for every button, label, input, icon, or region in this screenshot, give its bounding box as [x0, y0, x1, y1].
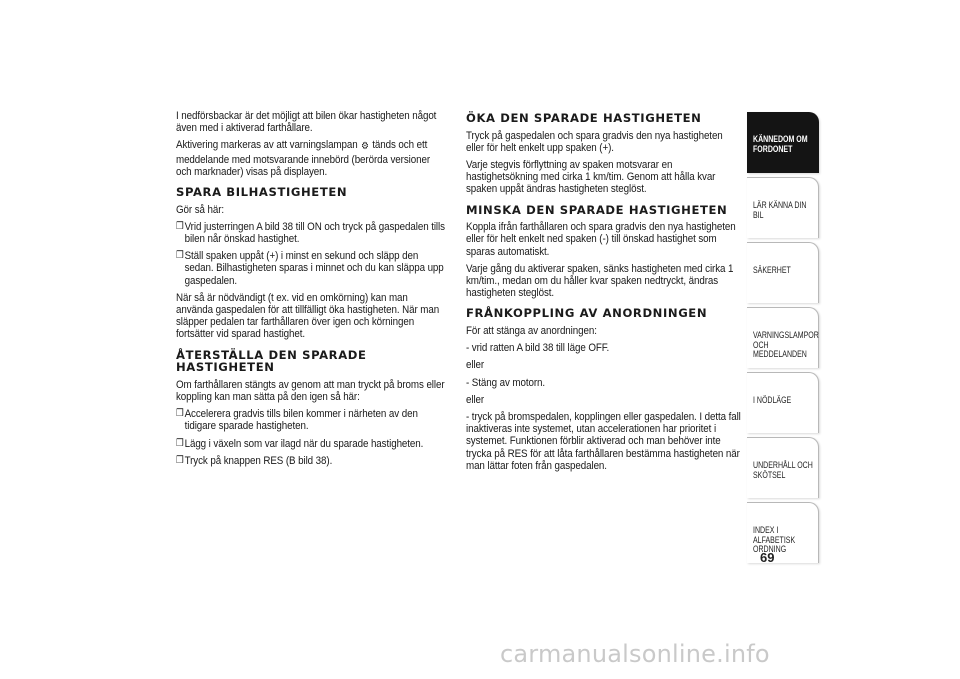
restore-lead: Om farthållaren stängts av genom att man tryckt på broms eller koppling kan man sätta på den igen så här: [176, 378, 445, 404]
list-item [176, 438, 447, 450]
save-lead: Gör så här: [176, 203, 225, 216]
intro-text-b: tänds och ett meddelande med motsvarande innebörd (berörda versioner och marknader) visas på displayen. [176, 139, 431, 178]
heading-save-speed: SPARA BILHASTIGHETEN [176, 185, 348, 200]
increase-paragraph-2: Varje stegvis förflyttning av spaken motsvarar en hastighetsökning med cirka 1 km/tim. Genom att hålla kvar spaken uppåt ändras hastigheten steglöst. [466, 159, 716, 196]
checkbox-bullet-icon: ❒ [176, 220, 184, 232]
heading-increase-speed: ÖKA DEN SPARADE HASTIGHETEN [466, 111, 702, 125]
tab-label: KÄNNEDOM OM FORDONET [753, 134, 808, 154]
watermark: carmanualsonline.info [500, 640, 770, 668]
disengage-or-2: eller [466, 393, 485, 406]
tab-label: SÄKERHET [753, 265, 791, 275]
right-column [466, 110, 742, 477]
list-item [176, 408, 447, 432]
intro-paragraph-1: I nedförsbackar är det möjligt att bilen ökar hastigheten något även med i aktiverad farthållare. [176, 110, 437, 135]
decrease-paragraph-2: Varje gång du aktiverar spaken, sänks hastigheten med cirka 1 km/tim., medan om du håller kvar spaken nedtryckt, ändras hastigheten steglöst. [466, 262, 734, 300]
disengage-or-1: eller [466, 359, 485, 372]
list-item [176, 455, 447, 467]
intro-text-a: Aktivering markeras av att varningslampan [176, 139, 358, 152]
list-item [176, 250, 447, 287]
checkbox-bullet-icon: ❒ [176, 437, 184, 449]
tab-index[interactable] [747, 502, 819, 563]
cruise-control-lamp-icon: ⚙ [361, 141, 369, 153]
disengage-option-1: - vrid ratten A bild 38 till läge OFF. [466, 342, 610, 355]
list-item-text: Vrid justerringen A bild 38 till ON och tryck på gaspedalen tills bilen når önskad hastighet. [184, 220, 445, 246]
tab-safety[interactable] [747, 242, 819, 303]
decrease-paragraph-1: Koppla ifrån farthållaren och spara gradvis den nya hastigheten eller för helt enkelt ned spaken (-) till önskad hastighet som sparas automatiskt. [466, 221, 736, 258]
list-item-text: Ställ spaken uppåt (+) i minst en sekund och släpp den sedan. Bilhastigheten sparas i minnet och du kan släppa upp gaspedalen. [184, 250, 444, 287]
heading-disengage: FRÅNKOPPLING AV ANORDNINGEN [466, 306, 708, 321]
intro-paragraph-2 [176, 139, 447, 178]
tab-label: LÄR KÄNNA DIN BIL [753, 200, 807, 220]
checkbox-bullet-icon: ❒ [176, 250, 184, 262]
disengage-option-3: - tryck på bromspedalen, kopplingen eller gaspedalen. I detta fall inaktiveras inte systemet, utan accelerationen har prioritet i systemet. Funktionen förblir aktiverad och man behöver inte trycka på RES för att låta farthållaren bestämma hastigheten när man lättar foten från gaspedalen. [466, 411, 741, 472]
tab-emergency[interactable] [747, 372, 819, 433]
tab-vehicle-knowledge[interactable] [747, 112, 819, 173]
chapter-tabs [747, 112, 819, 567]
page-number: 69 [760, 550, 775, 565]
list-item-text: Tryck på knappen RES (B bild 38). [184, 454, 333, 467]
left-column [176, 110, 448, 472]
disengage-lead: För att stänga av anordningen: [466, 325, 597, 338]
tab-label: UNDERHÅLL OCH SKÖTSEL [753, 460, 813, 480]
checkbox-bullet-icon: ❒ [176, 454, 184, 466]
tab-maintenance[interactable] [747, 437, 819, 498]
disengage-option-2: - Stäng av motorn. [466, 376, 546, 389]
list-item-text: Accelerera gradvis tills bilen kommer i närheten av den tidigare sparade hastigheten. [184, 408, 418, 433]
list-item [176, 221, 447, 245]
tab-label: I NÖDLÄGE [753, 395, 792, 405]
list-item-text: Lägg i växeln som var ilagd när du sparade hastigheten. [184, 437, 424, 450]
tab-know-your-car[interactable] [747, 177, 819, 238]
save-note: När så är nödvändigt (t ex. vid en omkörning) kan man använda gaspedalen för att tillfälligt öka hastigheten. När man släpper pedalen tar farthållaren över igen och körningen fortsätter vid sparad hastighet. [176, 291, 440, 341]
checkbox-bullet-icon: ❒ [176, 408, 184, 420]
tab-label: INDEX I ALFABETISK ORDNING [753, 525, 796, 555]
heading-decrease-speed: MINSKA DEN SPARADE HASTIGHETEN [466, 202, 728, 217]
tab-warning-lights[interactable] [747, 307, 819, 368]
tab-label: VARNINGSLAMPOR OCH MEDDELANDEN [753, 330, 819, 360]
increase-paragraph-1: Tryck på gaspedalen och spara gradvis den nya hastigheten eller för helt enkelt upp spaken (+). [466, 129, 723, 154]
heading-restore-speed: ÅTERSTÄLLA DEN SPARADE HASTIGHETEN [176, 347, 367, 375]
